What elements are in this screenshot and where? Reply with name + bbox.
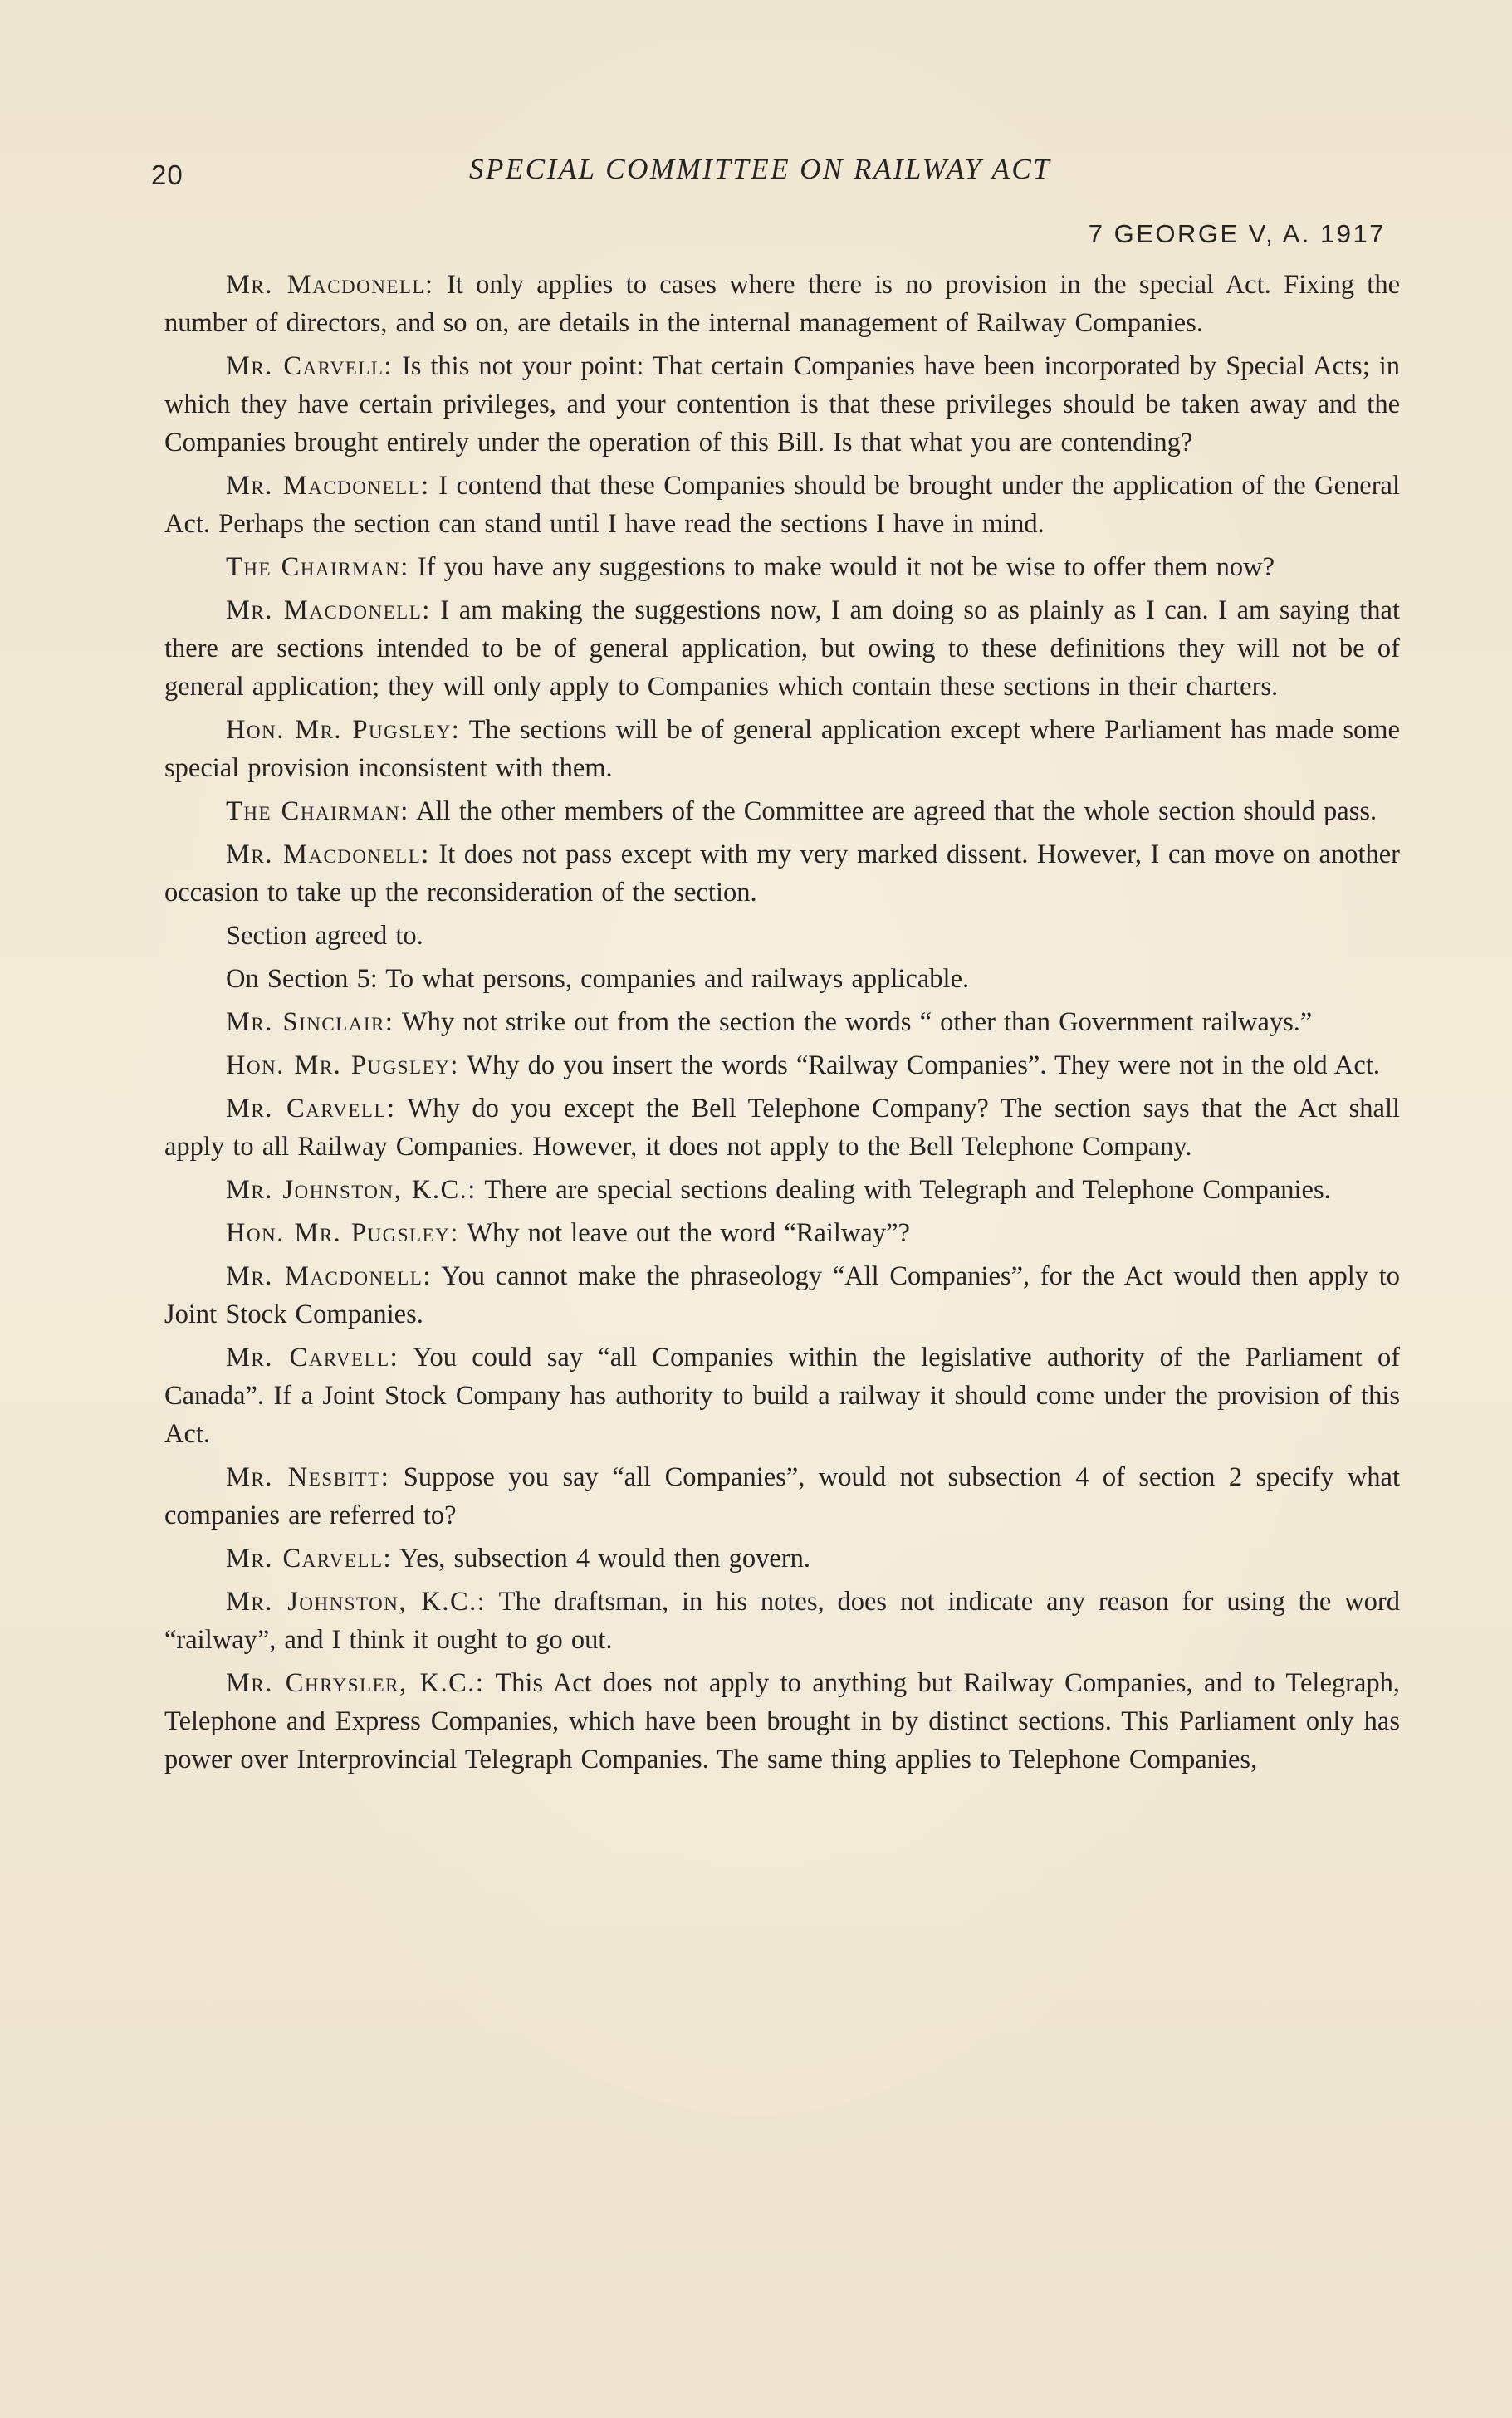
paragraph: [164, 1171, 1400, 1209]
paragraph-text: It does not pass except with my very marked dissent. However, I can move on another occasion to take up the reconsideration of the section.: [164, 839, 1400, 908]
paragraph-text: Is this not your point: That certain Companies have been incorporated by Special Acts; in which they have certain privileges, and your contention is that these privileges should be taken away and the Companies brought entirely under the operation of this Bill. Is that what you are contending?: [164, 351, 1400, 458]
paragraph: [164, 1583, 1400, 1659]
paragraph-text: There are special sections dealing with Telegraph and Telephone Companies.: [484, 1175, 1331, 1205]
paragraph-text: Yes, subsection 4 would then govern.: [399, 1544, 811, 1574]
paragraph: [164, 1458, 1400, 1534]
speaker-name: Mr. Nesbitt:: [226, 1462, 390, 1492]
page-number: 20: [151, 159, 183, 190]
paragraph-text: It only applies to cases where there is no provision in the special Act. Fixing the number of directors, and so on, are details in the internal management of Railway Companies.: [164, 270, 1401, 338]
paragraph: [164, 1046, 1400, 1084]
paragraph: [164, 347, 1400, 462]
paragraph-text: Why do you insert the words “Railway Companies”. They were not in the old Act.: [467, 1050, 1380, 1080]
speaker-name: Mr. Carvell:: [226, 1094, 396, 1123]
paragraph: [164, 1089, 1400, 1166]
paragraph-text: On Section 5: To what persons, companies and railways applicable.: [226, 964, 970, 994]
section-heading: [164, 960, 1400, 998]
paragraph-text: You cannot make the phraseology “All Companies”, for the Act would then apply to Joint Stock Companies.: [164, 1261, 1400, 1329]
paragraph: [164, 792, 1400, 830]
speaker-name: Hon. Mr. Pugsley:: [226, 715, 461, 745]
paragraph: [164, 1214, 1400, 1252]
running-title: SPECIAL COMMITTEE ON RAILWAY ACT: [469, 153, 1052, 185]
speaker-name: Mr. Carvell:: [226, 1544, 393, 1574]
paragraph-text: I contend that these Companies should be brought under the application of the General Act. Perhaps the section can stand until I have read the sections I have in mind.: [164, 471, 1400, 539]
paragraph: [164, 266, 1400, 342]
paragraph: [164, 1664, 1400, 1779]
paragraph-text: Suppose you say “all Companies”, would not subsection 4 of section 2 specify what companies are referred to?: [164, 1462, 1400, 1530]
speaker-name: Hon. Mr. Pugsley:: [226, 1218, 459, 1248]
speaker-name: Mr. Sinclair:: [226, 1007, 394, 1037]
paragraph: [164, 467, 1400, 543]
speaker-name: Mr. Johnston, K.C.:: [226, 1587, 487, 1617]
speaker-name: The Chairman:: [226, 796, 409, 826]
paragraph: [164, 591, 1400, 706]
speaker-name: Mr. Macdonell:: [226, 1261, 432, 1291]
session-reference: 7 GEORGE V, A. 1917: [1088, 219, 1386, 248]
paragraph-text: The draftsman, in his notes, does not indicate any reason for using the word “railway”, and I think it ought to go out.: [164, 1587, 1401, 1655]
speaker-name: Mr. Macdonell:: [226, 595, 431, 625]
speaker-name: Mr. Carvell:: [226, 351, 393, 381]
speaker-name: The Chairman:: [226, 552, 409, 582]
paragraph-text: Section agreed to.: [226, 921, 423, 951]
paragraph: [164, 711, 1400, 787]
paragraph: [164, 1539, 1400, 1578]
paragraph-text: If you have any suggestions to make would it not be wise to offer them now?: [417, 552, 1275, 582]
paragraph-text: Why do you except the Bell Telephone Company? The section says that the Act shall apply to all Railway Companies. However, it does not apply to the Bell Telephone Company.: [164, 1094, 1401, 1162]
paragraph: [164, 1257, 1400, 1334]
speaker-name: Mr. Macdonell:: [226, 839, 430, 869]
speaker-name: Hon. Mr. Pugsley:: [226, 1050, 459, 1080]
speaker-name: Mr. Macdonell:: [226, 471, 430, 501]
speaker-name: Mr. Chrysler, K.C.:: [226, 1668, 485, 1698]
procedural-note: [164, 917, 1400, 955]
paragraph-text: This Act does not apply to anything but Railway Companies, and to Telegraph, Telephone and Express Companies, which have been brought in by distinct sections. This Parliament only has power over Interprovincial Telegraph Companies. The same thing applies to Telephone Companies,: [164, 1668, 1400, 1774]
paragraph-text: I am making the suggestions now, I am doing so as plainly as I can. I am saying that there are sections intended to be of general application, but owing to these definitions they will not be of general application; they will only apply to Companies which contain these sections in their charters.: [164, 595, 1401, 702]
paragraph-text: Why not strike out from the section the words “ other than Government railways.”: [401, 1007, 1313, 1037]
paragraph: [164, 1003, 1400, 1041]
speaker-name: Mr. Carvell:: [226, 1343, 399, 1373]
paragraph: [164, 835, 1400, 912]
speaker-name: Mr. Johnston, K.C.:: [226, 1175, 477, 1205]
speaker-name: Mr. Macdonell:: [226, 270, 434, 300]
paragraph-text: All the other members of the Committee are agreed that the whole section should pass.: [416, 796, 1377, 826]
transcript-body: [164, 266, 1400, 1784]
paragraph-text: Why not leave out the word “Railway”?: [467, 1218, 910, 1248]
paragraph-text: You could say “all Companies within the legislative authority of the Parliament of Canada”. If a Joint Stock Company has authority to build a railway it should come under the provision of this Act.: [164, 1343, 1401, 1449]
paragraph-text: The sections will be of general application except where Parliament has made some special provision inconsistent with them.: [164, 715, 1400, 783]
paragraph: [164, 548, 1400, 586]
paragraph: [164, 1339, 1400, 1453]
